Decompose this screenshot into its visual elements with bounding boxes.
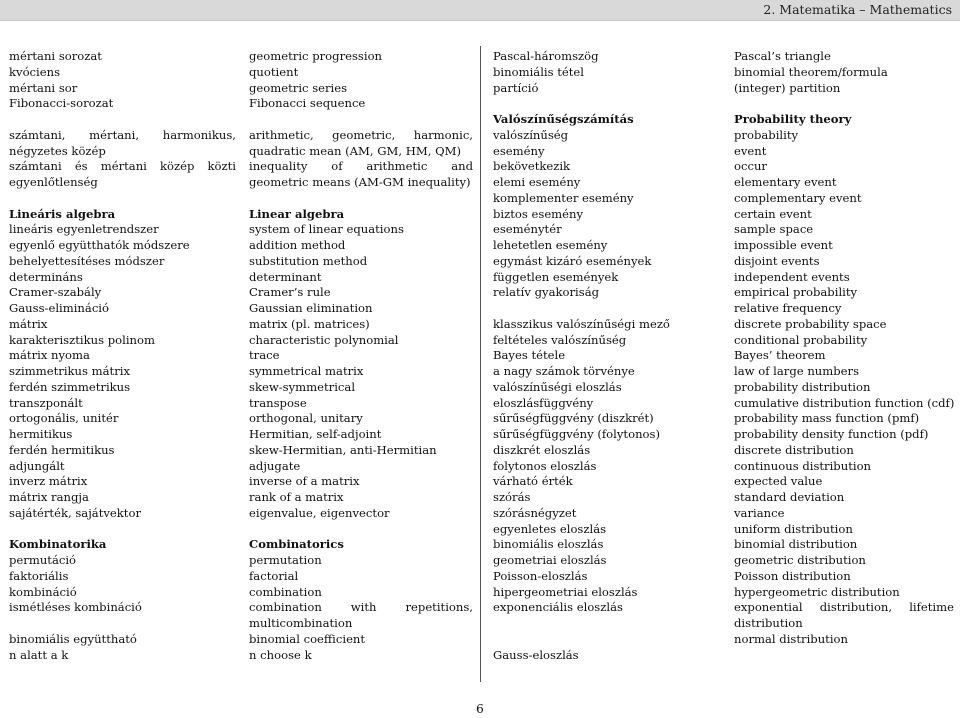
- page-number: 6: [476, 702, 484, 716]
- term: valószínűségi eloszlás: [493, 379, 622, 394]
- term: trace: [249, 348, 280, 363]
- section-heading: Kombinatorika: [9, 537, 107, 552]
- term: combination with repetitions, multicombination: [249, 600, 473, 630]
- term: standard deviation: [734, 490, 845, 504]
- term: sűrűségfüggvény (diszkrét): [493, 411, 654, 426]
- term: law of large numbers: [734, 364, 860, 378]
- term: Pascal-háromszög: [493, 49, 599, 63]
- row-spacer: [734, 96, 954, 112]
- term: ferdén szimmetrikus: [9, 379, 131, 394]
- term: behelyettesítéses módszer: [9, 253, 165, 268]
- term: geometric distribution: [734, 553, 866, 567]
- row-spacer: [9, 522, 236, 538]
- term: elementary event: [734, 175, 837, 189]
- term: n choose k: [249, 647, 312, 662]
- term: Gaussian elimination: [249, 301, 373, 315]
- term: független események: [493, 269, 619, 284]
- term: event: [734, 143, 767, 158]
- term: disjoint events: [734, 253, 820, 268]
- row-spacer: [493, 301, 725, 317]
- term: binomiális tétel: [493, 64, 584, 79]
- term: mátrix: [9, 316, 48, 331]
- term: eseménytér: [493, 222, 562, 237]
- column-english-probability: [734, 49, 954, 648]
- term: exponenciális eloszlás: [493, 600, 623, 615]
- term: Cramer-szabály: [9, 285, 102, 300]
- term: várható érték: [493, 474, 573, 489]
- term: számtani és mértani közép közti egyenlőtlenség: [9, 159, 236, 189]
- term: hipergeometriai eloszlás: [493, 584, 638, 599]
- term: elemi esemény: [493, 175, 581, 189]
- column-hungarian-probability: [493, 49, 725, 663]
- column-divider: [480, 46, 481, 682]
- term: orthogonal, unitary: [249, 411, 363, 426]
- term: uniform distribution: [734, 521, 853, 536]
- term: discrete probability space: [734, 316, 887, 331]
- term: probability mass function (pmf): [734, 411, 920, 426]
- term: kombináció: [9, 584, 77, 599]
- term: impossible event: [734, 238, 833, 252]
- term: ferdén hermitikus: [9, 442, 115, 457]
- term: transpose: [249, 395, 307, 410]
- term: n alatt a k: [9, 647, 69, 662]
- term: permutáció: [9, 553, 77, 567]
- term: binomiális együttható: [9, 631, 137, 646]
- term: relative frequency: [734, 301, 842, 315]
- term: expected value: [734, 474, 823, 489]
- term: Gauss-elimináció: [9, 301, 109, 315]
- term: geometriai eloszlás: [493, 553, 607, 567]
- term: binomial coefficient: [249, 631, 366, 646]
- term: szórásnégyzet: [493, 505, 577, 520]
- term: Poisson-eloszlás: [493, 568, 588, 583]
- term: binomiális eloszlás: [493, 537, 604, 552]
- term: skew-symmetrical: [249, 379, 356, 394]
- term: egyenletes eloszlás: [493, 521, 607, 536]
- term: kvóciens: [9, 64, 61, 79]
- term: bekövetkezik: [493, 159, 571, 174]
- term: geometric progression: [249, 49, 383, 63]
- term: lehetetlen esemény: [493, 238, 608, 252]
- term: inverse of a matrix: [249, 474, 360, 489]
- term: Gauss-eloszlás: [493, 647, 579, 662]
- term: faktoriális: [9, 568, 69, 583]
- term: számtani, mértani, harmonikus, négyzetes közép: [9, 127, 236, 158]
- section-heading: Valószínűségszámítás: [493, 112, 634, 126]
- term: (integer) partition: [734, 80, 841, 95]
- term: normal distribution: [734, 631, 848, 646]
- term: permutation: [249, 553, 322, 567]
- term: rank of a matrix: [249, 490, 344, 504]
- term: probability density function (pdf): [734, 427, 929, 441]
- term: karakterisztikus polinom: [9, 332, 155, 347]
- term: binomial distribution: [734, 537, 858, 552]
- term: esemény: [493, 143, 545, 158]
- term: system of linear equations: [249, 222, 404, 237]
- term: conditional probability: [734, 332, 868, 347]
- term: adjugate: [249, 458, 301, 473]
- term: mértani sorozat: [9, 49, 102, 63]
- term: complementary event: [734, 190, 862, 205]
- term: geometric series: [249, 80, 348, 95]
- term: Fibonacci-sorozat: [9, 96, 114, 111]
- row-spacer: [493, 96, 725, 112]
- term: Hermitian, self-adjoint: [249, 427, 382, 441]
- term: certain event: [734, 206, 812, 221]
- term: lineáris egyenletrendszer: [9, 222, 159, 237]
- row-spacer: [9, 616, 236, 632]
- row-spacer: [493, 616, 725, 632]
- term: diszkrét eloszlás: [493, 442, 591, 457]
- term: sajátérték, sajátvektor: [9, 505, 141, 520]
- row-spacer: [249, 191, 473, 207]
- term: egymást kizáró események: [493, 253, 652, 268]
- term: ismétléses kombináció: [9, 600, 142, 615]
- term: mértani sor: [9, 80, 78, 95]
- row-spacer: [249, 522, 473, 538]
- row-spacer: [9, 191, 236, 207]
- term: inverz mátrix: [9, 474, 88, 489]
- term: hypergeometric distribution: [734, 584, 900, 599]
- term: relatív gyakoriság: [493, 285, 600, 300]
- term: independent events: [734, 269, 850, 284]
- term: eloszlásfüggvény: [493, 395, 594, 410]
- row-spacer: [249, 112, 473, 128]
- term: skew-Hermitian, anti-Hermitian: [249, 442, 437, 457]
- term: mátrix rangja: [9, 490, 89, 504]
- term: characteristic polynomial: [249, 332, 399, 347]
- term: Pascal’s triangle: [734, 49, 831, 63]
- term: Bayes tétele: [493, 348, 566, 363]
- term: ortogonális, unitér: [9, 411, 119, 426]
- term: Poisson distribution: [734, 568, 851, 583]
- header-title: 2. Matematika – Mathematics: [763, 2, 952, 17]
- term: komplementer esemény: [493, 190, 634, 205]
- term: eigenvalue, eigenvector: [249, 505, 390, 520]
- term: Bayes’ theorem: [734, 348, 826, 363]
- term: hermitikus: [9, 427, 73, 441]
- row-spacer: [9, 112, 236, 128]
- term: matrix (pl. matrices): [249, 316, 370, 331]
- section-heading: Combinatorics: [249, 537, 344, 552]
- term: symmetrical matrix: [249, 364, 364, 378]
- term: factorial: [249, 568, 299, 583]
- section-heading: Linear algebra: [249, 206, 345, 221]
- term: determináns: [9, 269, 83, 284]
- term: substitution method: [249, 253, 368, 268]
- term: probability: [734, 127, 799, 142]
- term: folytonos eloszlás: [493, 458, 597, 473]
- term: valószínűség: [493, 127, 569, 142]
- term: sample space: [734, 222, 814, 237]
- term: discrete distribution: [734, 442, 854, 457]
- term: inequality of arithmetic and geometric means (AM-GM inequality): [249, 159, 473, 189]
- term: Cramer’s rule: [249, 285, 331, 300]
- term: biztos esemény: [493, 206, 584, 221]
- row-spacer: [493, 632, 725, 648]
- term: transzponált: [9, 395, 83, 410]
- term: combination: [249, 584, 322, 599]
- column-hungarian-math: [9, 49, 236, 663]
- term: binomial theorem/formula: [734, 64, 888, 79]
- term: empirical probability: [734, 285, 858, 300]
- term: continuous distribution: [734, 458, 872, 473]
- page-header: [0, 0, 960, 21]
- term: cumulative distribution function (cdf): [734, 395, 955, 410]
- term: occur: [734, 159, 767, 174]
- term: partíció: [493, 80, 539, 95]
- term: szimmetrikus mátrix: [9, 364, 131, 378]
- term: exponential distribution, lifetime distribution: [734, 600, 954, 630]
- term: arithmetic, geometric, harmonic, quadratic mean (AM, GM, HM, QM): [249, 127, 473, 158]
- term: adjungált: [9, 458, 65, 473]
- term: quotient: [249, 64, 299, 79]
- term: egyenlő együtthatók módszere: [9, 238, 190, 252]
- term: sűrűségfüggvény (folytonos): [493, 427, 660, 441]
- term: klasszikus valószínűségi mező: [493, 316, 670, 331]
- term: szórás: [493, 490, 531, 504]
- term: a nagy számok törvénye: [493, 364, 635, 378]
- column-english-math: [249, 49, 473, 663]
- section-heading: Probability theory: [734, 112, 852, 126]
- term: mátrix nyoma: [9, 348, 90, 363]
- term: probability distribution: [734, 379, 871, 394]
- term: feltételes valószínűség: [493, 332, 627, 347]
- term: variance: [734, 505, 785, 520]
- term: Fibonacci sequence: [249, 96, 366, 111]
- term: determinant: [249, 269, 322, 284]
- section-heading: Lineáris algebra: [9, 206, 116, 221]
- term: addition method: [249, 238, 346, 252]
